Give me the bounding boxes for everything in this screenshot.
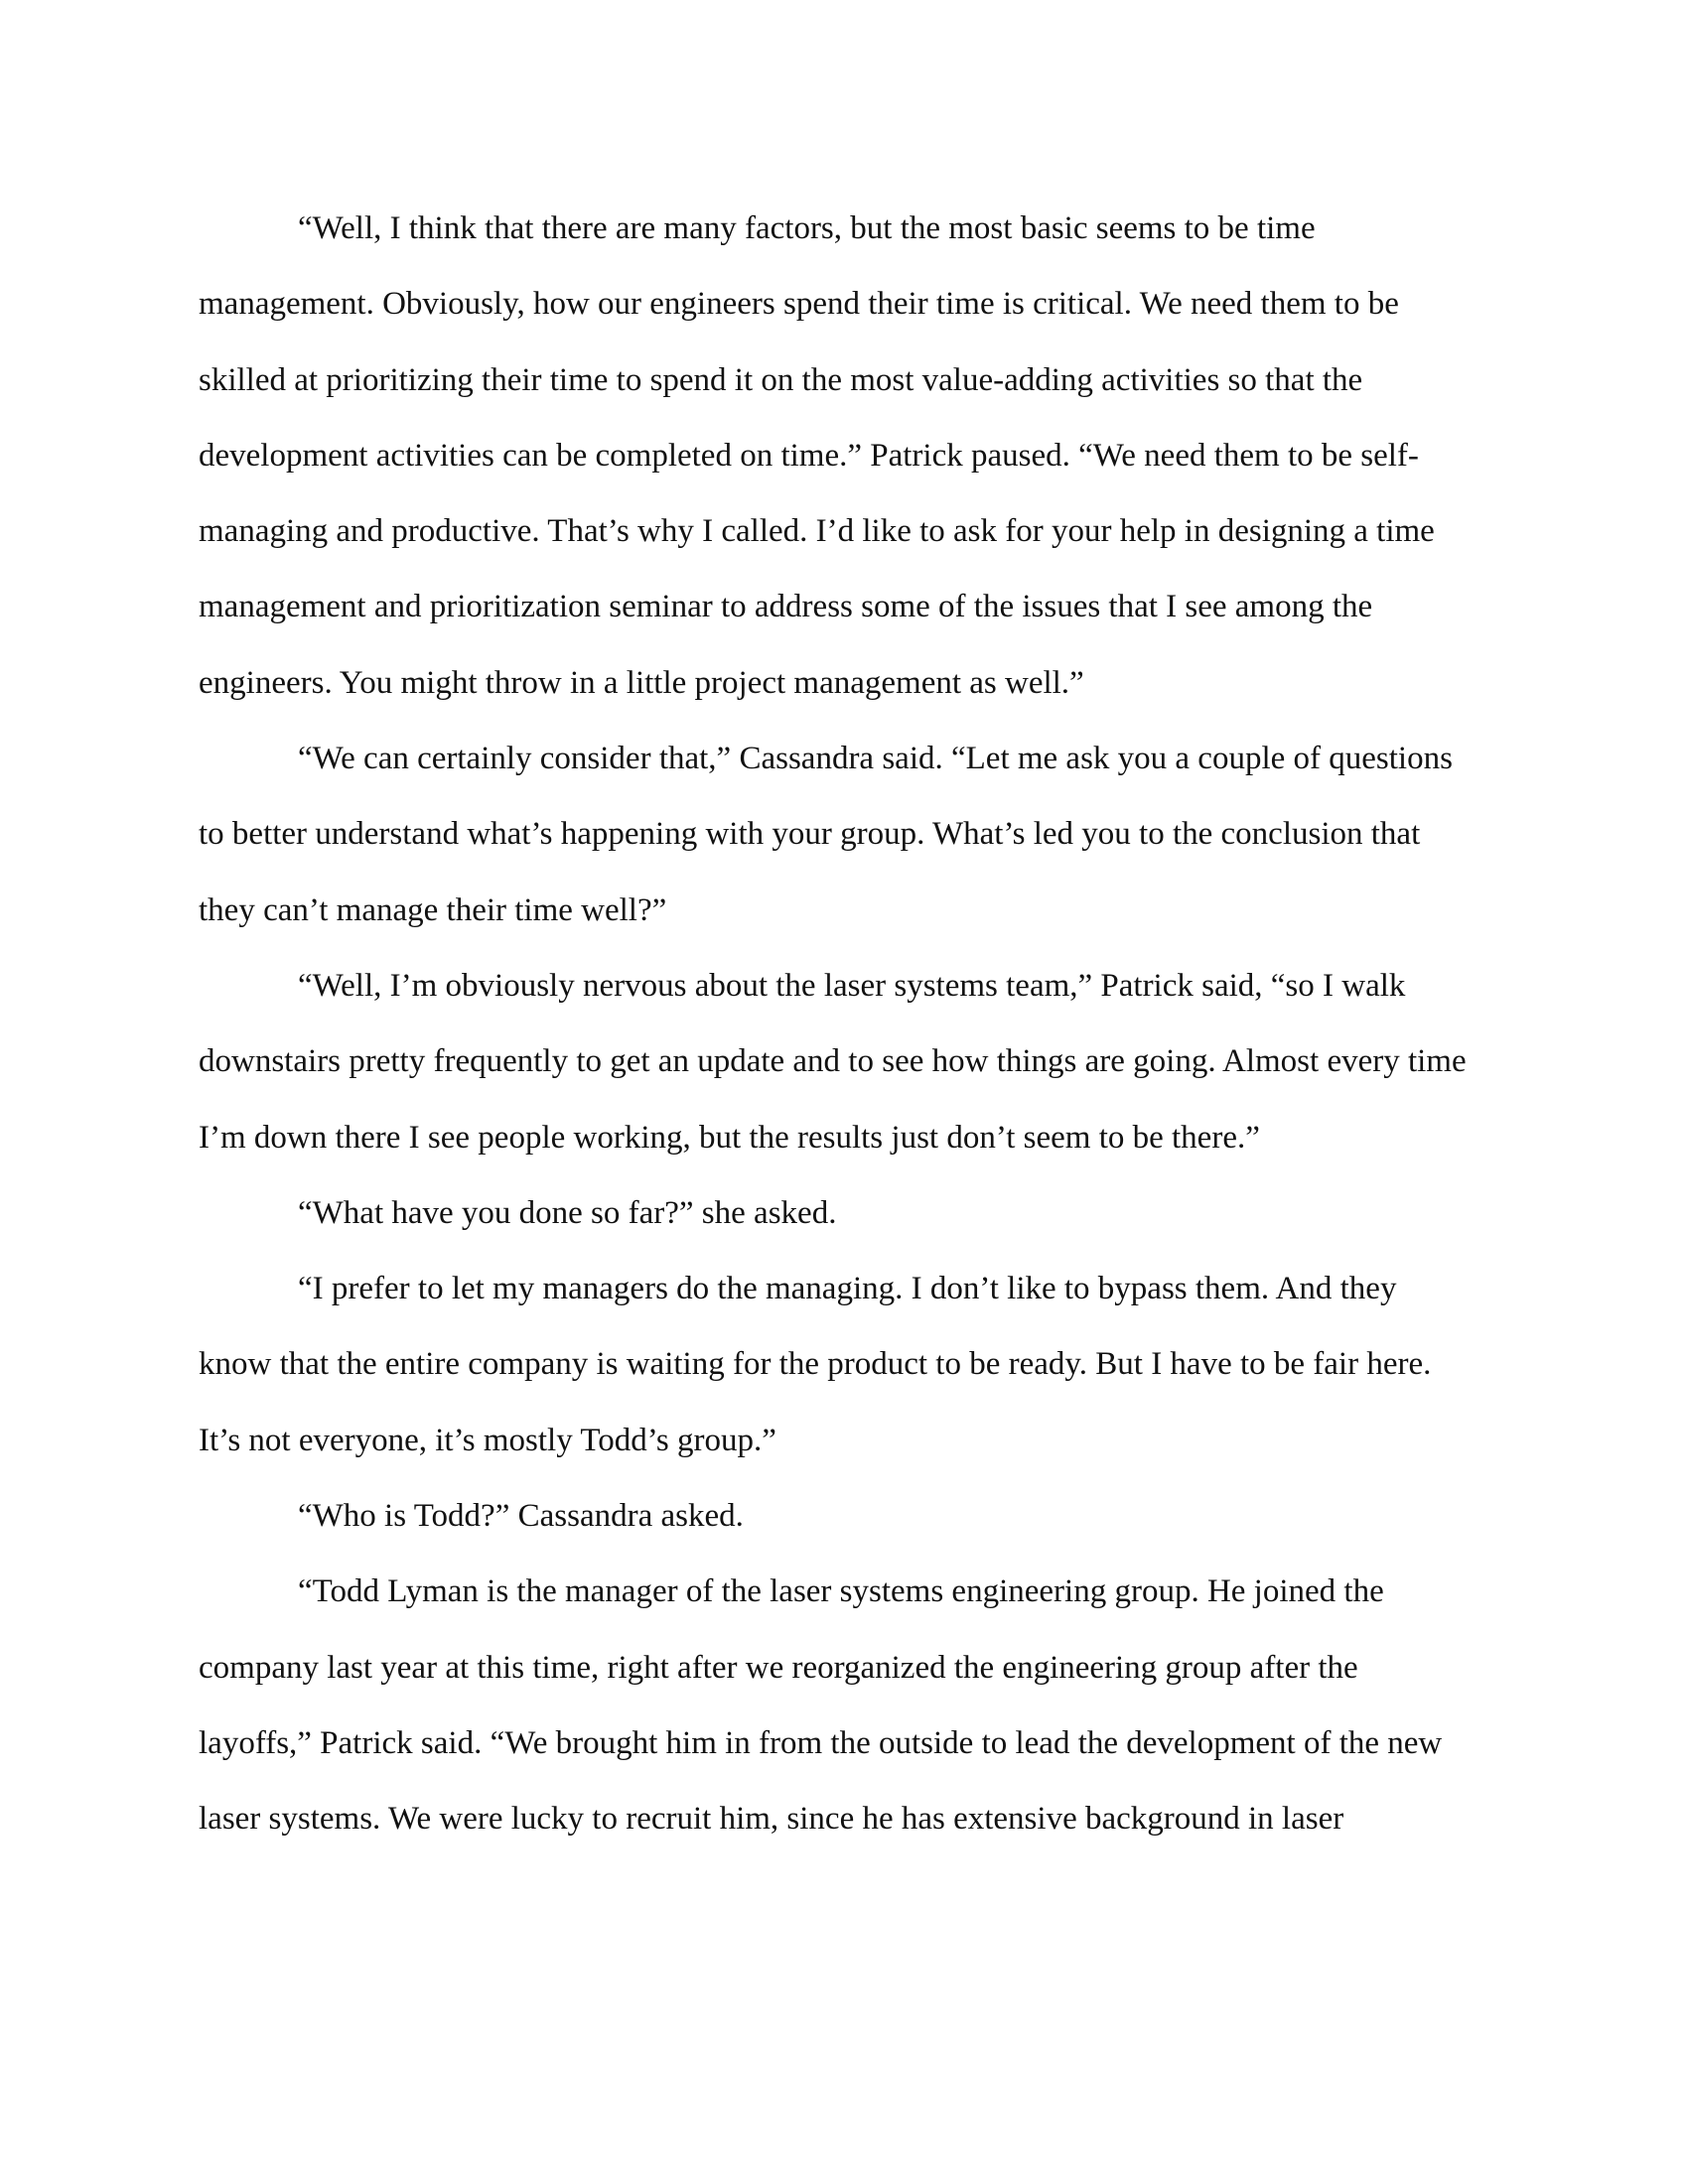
paragraph-line: I’m down there I see people working, but the results just don’t seem to be there.” bbox=[199, 1119, 1260, 1156]
paragraph-line: “Todd Lyman is the manager of the laser systems engineering group. He joined the bbox=[298, 1573, 1384, 1610]
paragraph-line: engineers. You might throw in a little project management as well.” bbox=[199, 664, 1084, 701]
paragraph-line: managing and productive. That’s why I called. I’d like to ask for your help in designing a time bbox=[199, 513, 1435, 550]
paragraph-line: “What have you done so far?” she asked. bbox=[298, 1194, 837, 1231]
paragraph-line: It’s not everyone, it’s mostly Todd’s group.” bbox=[199, 1422, 776, 1458]
paragraph-line: development activities can be completed on time.” Patrick paused. “We need them to be self- bbox=[199, 437, 1419, 474]
paragraph-line: know that the entire company is waiting for the product to be ready. But I have to be fair here. bbox=[199, 1346, 1432, 1383]
paragraph-line: they can’t manage their time well?” bbox=[199, 891, 667, 928]
paragraph-line: skilled at prioritizing their time to spend it on the most value-adding activities so that the bbox=[199, 361, 1363, 398]
paragraph-line: “Who is Todd?” Cassandra asked. bbox=[298, 1498, 744, 1535]
paragraph-line: company last year at this time, right after we reorganized the engineering group after the bbox=[199, 1649, 1358, 1686]
paragraph-line: downstairs pretty frequently to get an update and to see how things are going. Almost every time bbox=[199, 1043, 1467, 1080]
paragraph-line: “Well, I’m obviously nervous about the laser systems team,” Patrick said, “so I walk bbox=[298, 967, 1406, 1004]
body-text bbox=[199, 191, 1489, 1857]
paragraph-line: to better understand what’s happening with your group. What’s led you to the conclusion that bbox=[199, 816, 1421, 853]
paragraph-line: “We can certainly consider that,” Cassandra said. “Let me ask you a couple of questions bbox=[298, 741, 1453, 777]
paragraph-line: “I prefer to let my managers do the managing. I don’t like to bypass them. And they bbox=[298, 1271, 1397, 1307]
paragraph-line: laser systems. We were lucky to recruit him, since he has extensive background in laser bbox=[199, 1801, 1344, 1838]
paragraph-line: management. Obviously, how our engineers spend their time is critical. We need them to be bbox=[199, 286, 1399, 323]
paragraph-line: management and prioritization seminar to address some of the issues that I see among the bbox=[199, 589, 1373, 625]
paragraph-line: “Well, I think that there are many factors, but the most basic seems to be time bbox=[298, 210, 1316, 246]
paragraph-line: layoffs,” Patrick said. “We brought him in from the outside to lead the development of the new bbox=[199, 1724, 1443, 1761]
